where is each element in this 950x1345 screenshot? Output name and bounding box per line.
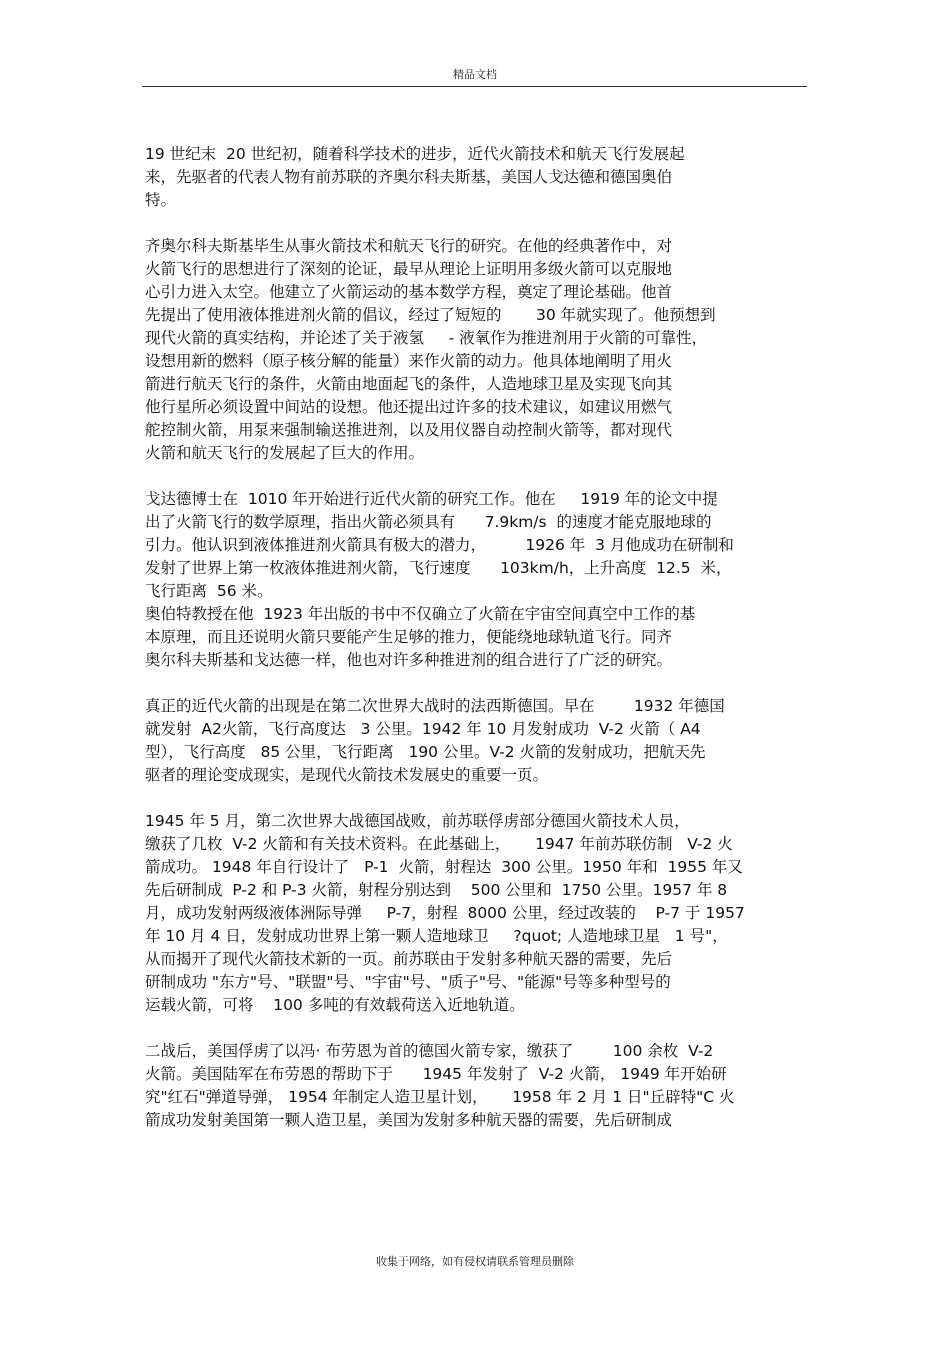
text-line: 先后研制成 P-2 和 P-3 火箭，射程分别达到 500 公里和 1750 公里。1957 年 8 [145,881,728,899]
text-line: 先提出了使用液体推进剂火箭的倡议，经过了短短的 30 年就实现了。他预想到 [145,306,716,324]
header-divider [142,86,807,87]
text-line: 就发射 A2火箭，飞行高度达 3 公里。1942 年 10 月发射成功 V-2 火箭（ A4 [145,720,701,738]
text-line: 戈达德博士在 1010 年开始进行近代火箭的研究工作。他在 1919 年的论文中提 [145,490,718,508]
text-line: 设想用新的燃料（原子核分解的能量）来作火箭的动力。他具体地阐明了用火 [145,352,673,370]
text-line: 缴获了几枚 V-2 火箭和有关技术资料。在此基础上， 1947 年前苏联仿制 V-2 火 [145,835,733,853]
text-line: 他行星所必须设置中间站的设想。他还提出过许多的技术建议，如建议用燃气 [145,398,673,416]
paragraph-gap [145,465,810,488]
text-line: 本原理，而且还说明火箭只要能产生足够的推力，便能绕地球轨道飞行。同齐 [145,628,673,646]
text-line: 19 世纪末 20 世纪初，随着科学技术的进步，近代火箭技术和航天飞行发展起 [145,145,685,163]
paragraph [145,1040,810,1132]
text-line: 出了火箭飞行的数学原理，指出火箭必须具有 7.9km/s 的速度才能克服地球的 [145,513,712,531]
text-line: 奥伯特教授在他 1923 年出版的书中不仅确立了火箭在宇宙空间真空中工作的基 [145,605,696,623]
text-line: 从而揭开了现代火箭技术新的一页。前苏联由于发射多种航天器的需要，先后 [145,950,673,968]
document-body [145,143,810,1132]
text-line: 现代火箭的真实结构，并论述了关于液氢 - 液氧作为推进剂用于火箭的可靠性， [145,329,708,347]
text-line: 箭成功。 1948 年自行设计了 P-1 火箭，射程达 300 公里。1950 年和 1955 年又 [145,858,743,876]
page-header: 精品文档 [453,68,497,81]
text-line: 飞行距离 56 米。 [145,582,273,600]
text-line: 究"红石"弹道导弹， 1954 年制定人造卫星计划， 1958 年 2 月 1 日"丘辟特"C 火 [145,1088,735,1106]
text-line: 1945 年 5 月，第二次世界大战德国战败，前苏联俘虏部分德国火箭技术人员， [145,812,690,830]
paragraph [145,488,810,672]
paragraph-gap [145,212,810,235]
paragraph [145,235,810,465]
page-footer: 收集于网络，如有侵权请联系管理员删除 [376,1255,574,1268]
text-line: 月，成功发射两级液体洲际导弹 P-7，射程 8000 公里，经过改装的 P-7 于 1957 [145,904,745,922]
text-line: 真正的近代火箭的出现是在第二次世界大战时的法西斯德国。早在 1932 年德国 [145,697,725,715]
text-line: 火箭。美国陆军在布劳恩的帮助下于 1945 年发射了 V-2 火箭， 1949 年开始研 [145,1065,727,1083]
paragraph-gap [145,787,810,810]
paragraph [145,695,810,787]
text-line: 型），飞行高度 85 公里，飞行距离 190 公里。V-2 火箭的发射成功，把航天先 [145,743,706,761]
text-line: 箭成功发射美国第一颗人造卫星，美国为发射多种航天器的需要，先后研制成 [145,1111,673,1129]
text-line: 舵控制火箭，用泵来强制输送推进剂，以及用仪器自动控制火箭等，都对现代 [145,421,673,439]
text-line: 运载火箭，可将 100 多吨的有效载荷送入近地轨道。 [145,996,525,1014]
text-line: 发射了世界上第一枚液体推进剂火箭，飞行速度 103km/h，上升高度 12.5 米， [145,559,732,577]
text-line: 年 10 月 4 日，发射成功世界上第一颗人造地球卫 ?quot; 人造地球卫星 1 号"， [145,927,728,945]
paragraph-gap [145,672,810,695]
text-line: 心引力进入太空。他建立了火箭运动的基本数学方程，奠定了理论基础。他首 [145,283,673,301]
paragraph [145,143,810,212]
paragraph [145,810,810,1017]
text-line: 特。 [145,191,177,209]
text-line: 奥尔科夫斯基和戈达德一样，他也对许多种推进剂的组合进行了广泛的研究。 [145,651,673,669]
text-line: 二战后，美国俘虏了以冯· 布劳恩为首的德国火箭专家，缴获了 100 余枚 V-2 [145,1042,714,1060]
text-line: 引力。他认识到液体推进剂火箭具有极大的潜力， 1926 年 3 月他成功在研制和 [145,536,734,554]
paragraph-gap [145,1017,810,1040]
text-line: 火箭飞行的思想进行了深刻的论证，最早从理论上证明用多级火箭可以克服地 [145,260,673,278]
text-line: 驱者的理论变成现实，是现代火箭技术发展史的重要一页。 [145,766,549,784]
text-line: 箭进行航天飞行的条件，火箭由地面起飞的条件，人造地球卫星及实现飞向其 [145,375,673,393]
text-line: 研制成功 "东方"号、"联盟"号、"宇宙"号、"质子"号、"能源"号等多种型号的 [145,973,671,991]
text-line: 齐奥尔科夫斯基毕生从事火箭技术和航天飞行的研究。在他的经典著作中，对 [145,237,673,255]
text-line: 火箭和航天飞行的发展起了巨大的作用。 [145,444,425,462]
text-line: 来，先驱者的代表人物有前苏联的齐奥尔科夫斯基，美国人戈达德和德国奥伯 [145,168,673,186]
